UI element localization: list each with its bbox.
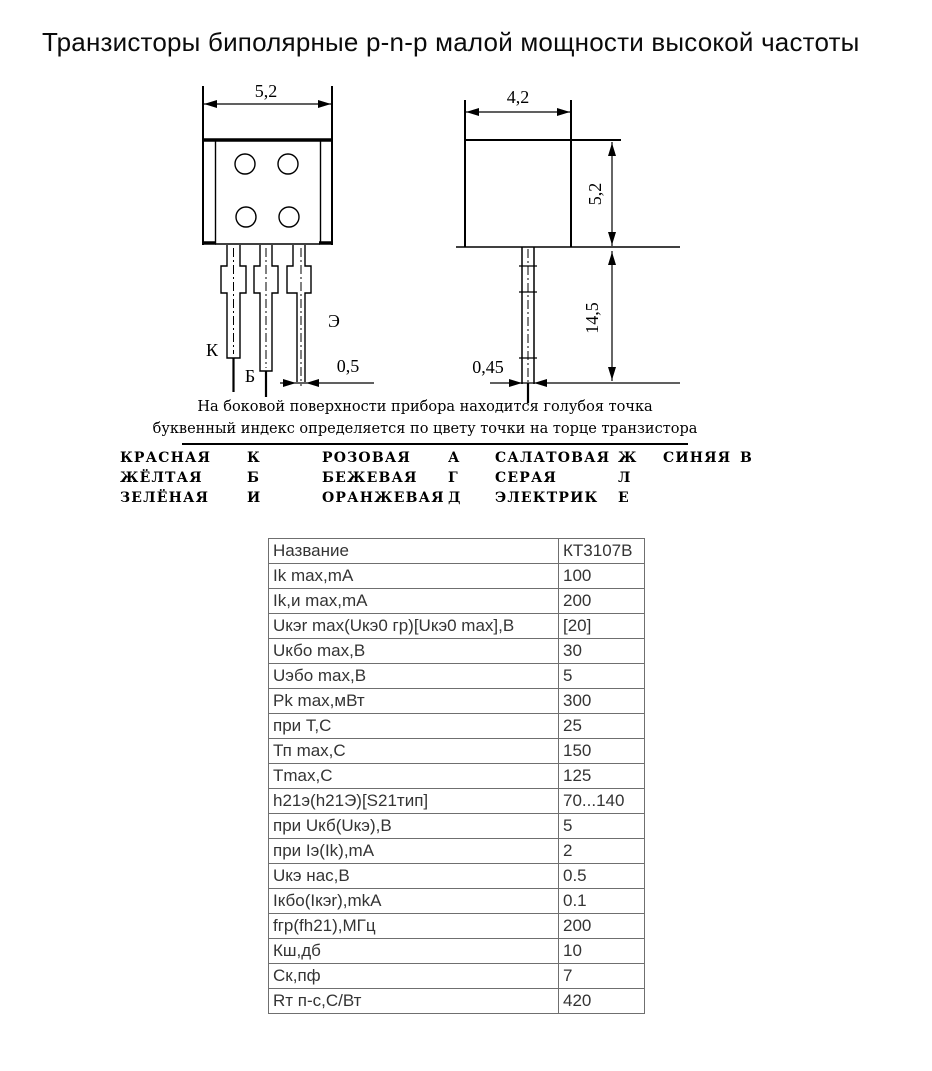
side-lead-length-arrow-top: [608, 252, 616, 265]
param-name: Ск,пф: [269, 964, 559, 989]
param-value: 100: [559, 564, 645, 589]
front-lead-arrow-left: [283, 379, 296, 387]
color-code-table: [0, 450, 932, 512]
color-name: ЭЛЕКТРИК: [495, 490, 599, 506]
param-name: Ik,и max,mA: [269, 589, 559, 614]
lead-emitter-outline-left: [287, 245, 297, 382]
color-letter: К: [247, 450, 261, 466]
front-hole-top-left: [235, 154, 255, 174]
param-name: h21э(h21Э)[S21тип]: [269, 789, 559, 814]
side-view-drawing: [456, 87, 680, 403]
table-row: [269, 814, 645, 839]
param-value: 10: [559, 939, 645, 964]
param-name: Rт п-с,С/Вт: [269, 989, 559, 1014]
param-value: 5: [559, 664, 645, 689]
param-name: при Iэ(Ik),mA: [269, 839, 559, 864]
side-lead-width-label: 0,45: [472, 357, 504, 377]
side-lead-length-label: 14,5: [582, 302, 602, 334]
color-letter: Л: [618, 470, 632, 486]
table-row: [269, 989, 645, 1014]
table-row: [269, 964, 645, 989]
side-depth-arrow-left: [466, 108, 479, 116]
color-letter: Ж: [618, 450, 638, 466]
side-height-arrow-top: [608, 143, 616, 156]
param-value: 7: [559, 964, 645, 989]
table-row: [269, 564, 645, 589]
lead-emitter-outline-right: [305, 245, 311, 382]
table-row: [269, 839, 645, 864]
color-code-row: [0, 450, 932, 470]
color-letter: Д: [448, 490, 462, 506]
color-name: СЕРАЯ: [495, 470, 558, 486]
param-name-header: Название: [269, 539, 559, 564]
front-hole-top-right: [278, 154, 298, 174]
table-header-row: [269, 539, 645, 564]
param-name: при Т,С: [269, 714, 559, 739]
side-lead-length-arrow-bottom: [608, 367, 616, 380]
color-letter: А: [448, 450, 461, 466]
param-value: 0.1: [559, 889, 645, 914]
divider-line: [182, 443, 688, 445]
side-height-label: 5,2: [585, 182, 605, 206]
pin-label-emitter: Э: [328, 311, 340, 331]
param-value: 5: [559, 814, 645, 839]
side-lead-width-arrow-left: [509, 379, 522, 387]
table-row: [269, 739, 645, 764]
param-value: 70...140: [559, 789, 645, 814]
front-lead-arrow-right: [306, 379, 319, 387]
color-name: ОРАНЖЕВАЯ: [322, 490, 445, 506]
color-name: ЖЁЛТАЯ: [120, 470, 203, 486]
page-title: Транзисторы биполярные p-n-p малой мощности высокой частоты: [42, 27, 860, 57]
table-row: [269, 639, 645, 664]
table-row: [269, 914, 645, 939]
table-row: [269, 589, 645, 614]
color-name: РОЗОВАЯ: [322, 450, 411, 466]
front-hole-bottom-right: [279, 207, 299, 227]
color-code-row: [0, 490, 932, 510]
color-letter: Г: [448, 470, 459, 486]
note-line-1: На боковой поверхности прибора находится голубоя точка: [197, 399, 653, 415]
table-row: [269, 939, 645, 964]
table-row: [269, 789, 645, 814]
side-lead-width-arrow-right: [534, 379, 547, 387]
front-width-arrow-right: [318, 100, 331, 108]
table-row: [269, 614, 645, 639]
note-line-2: буквенный индекс определяется по цвету точки на торце транзистора: [152, 421, 698, 437]
package-drawing: [0, 0, 932, 412]
param-value: 200: [559, 589, 645, 614]
param-name: Uкэ нас,В: [269, 864, 559, 889]
color-name: БЕЖЕВАЯ: [322, 470, 418, 486]
side-height-arrow-bottom: [608, 232, 616, 245]
param-name: fгр(fh21),МГц: [269, 914, 559, 939]
table-row: [269, 889, 645, 914]
param-value: 2: [559, 839, 645, 864]
color-letter: Е: [618, 490, 630, 506]
param-value: 300: [559, 689, 645, 714]
table-row: [269, 864, 645, 889]
pin-label-collector: К: [205, 340, 219, 360]
side-depth-arrow-right: [557, 108, 570, 116]
front-width-label: 5,2: [254, 81, 278, 101]
pin-label-base: Б: [244, 366, 256, 386]
param-name: Кш,дб: [269, 939, 559, 964]
color-name: САЛАТОВАЯ: [495, 450, 611, 466]
param-name: Pk max,мВт: [269, 689, 559, 714]
color-code-row: [0, 470, 932, 490]
param-name: Ik max,mA: [269, 564, 559, 589]
side-depth-label: 4,2: [506, 87, 530, 107]
param-name: Uэбо max,В: [269, 664, 559, 689]
table-row: [269, 664, 645, 689]
parameters-table: [268, 538, 645, 1014]
color-name: КРАСНАЯ: [120, 450, 212, 466]
param-value: 150: [559, 739, 645, 764]
param-value: 200: [559, 914, 645, 939]
color-letter: И: [247, 490, 262, 506]
table-row: [269, 714, 645, 739]
param-value: 125: [559, 764, 645, 789]
table-row: [269, 764, 645, 789]
param-name: Uкэr max(Uкэ0 гр)[Uкэ0 max],В: [269, 614, 559, 639]
param-name: Iкбо(Iкэr),mkA: [269, 889, 559, 914]
front-width-arrow-left: [204, 100, 217, 108]
table-row: [269, 689, 645, 714]
color-letter: В: [740, 450, 754, 466]
param-name: при Uкб(Uкэ),В: [269, 814, 559, 839]
param-value-header: КТ3107В: [559, 539, 645, 564]
param-name: Uкбо max,В: [269, 639, 559, 664]
param-value: 25: [559, 714, 645, 739]
param-value: [20]: [559, 614, 645, 639]
param-value: 0.5: [559, 864, 645, 889]
front-hole-bottom-left: [236, 207, 256, 227]
param-name: Tmax,С: [269, 764, 559, 789]
param-value: 420: [559, 989, 645, 1014]
front-view-drawing: [202, 81, 374, 397]
color-name: СИНЯЯ: [663, 450, 732, 466]
front-lead-width-label: 0,5: [336, 356, 360, 376]
color-name: ЗЕЛЁНАЯ: [120, 490, 210, 506]
param-value: 30: [559, 639, 645, 664]
color-letter: Б: [247, 470, 261, 486]
param-name: Тп max,С: [269, 739, 559, 764]
